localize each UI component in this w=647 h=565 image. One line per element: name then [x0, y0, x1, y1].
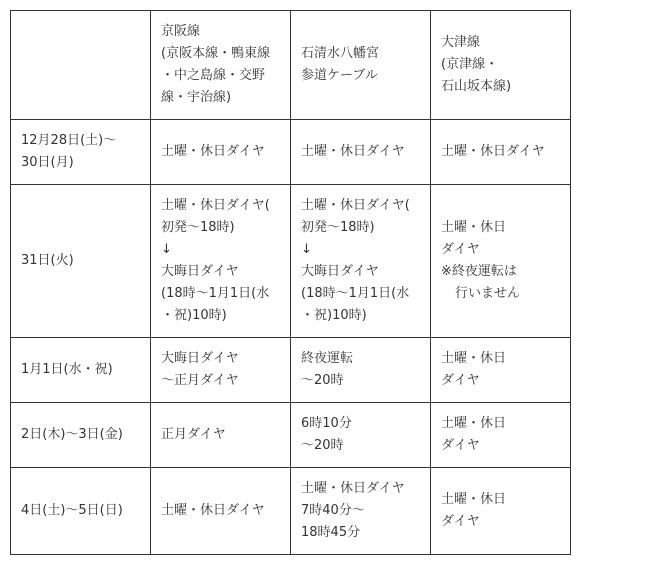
cable-schedule-cell: 終夜運転 〜20時 — [291, 338, 431, 403]
date-cell: 4日(土)〜5日(日) — [11, 468, 151, 555]
date-cell: 31日(火) — [11, 185, 151, 338]
otsu-schedule-cell: 土曜・休日 ダイヤ — [431, 468, 571, 555]
otsu-schedule-cell: 土曜・休日 ダイヤ ※終夜運転は 行いません — [431, 185, 571, 338]
table-row — [11, 338, 571, 403]
holiday-schedule-table — [10, 10, 571, 555]
date-cell: 2日(木)〜3日(金) — [11, 403, 151, 468]
keihan-schedule-cell: 正月ダイヤ — [151, 403, 291, 468]
note-text: 行いません — [455, 286, 521, 301]
otsu-schedule-cell: 土曜・休日 ダイヤ — [431, 338, 571, 403]
cable-schedule-cell: 土曜・休日ダイヤ 7時40分〜 18時45分 — [291, 468, 431, 555]
header-otsu-line: 大津線 (京津線・ 石山坂本線) — [431, 11, 571, 120]
keihan-schedule-cell: 土曜・休日ダイヤ — [151, 120, 291, 185]
table-row — [11, 185, 571, 338]
table-row — [11, 403, 571, 468]
cable-schedule-cell: 土曜・休日ダイヤ — [291, 120, 431, 185]
header-cable-line: 石清水八幡宮 参道ケーブル — [291, 11, 431, 120]
header-corner-cell — [11, 11, 151, 120]
cable-schedule-cell: 6時10分 〜20時 — [291, 403, 431, 468]
date-cell: 12月28日(土)〜 30日(月) — [11, 120, 151, 185]
cable-schedule-cell: 土曜・休日ダイヤ( 初発〜18時) ↓ 大晦日ダイヤ (18時〜1月1日(水 ・祝)10時) — [291, 185, 431, 338]
table-row — [11, 468, 571, 555]
otsu-schedule-cell: 土曜・休日ダイヤ — [431, 120, 571, 185]
header-keihan-line: 京阪線 (京阪本線・鴨東線 ・中之島線・交野 線・宇治線) — [151, 11, 291, 120]
date-cell: 1月1日(水・祝) — [11, 338, 151, 403]
note-text: ※終夜運転は — [441, 264, 517, 279]
otsu-schedule-cell: 土曜・休日 ダイヤ — [431, 403, 571, 468]
down-arrow-icon: ↓ — [301, 242, 312, 257]
table-header-row — [11, 11, 571, 120]
down-arrow-icon: ↓ — [161, 242, 172, 257]
keihan-schedule-cell: 土曜・休日ダイヤ — [151, 468, 291, 555]
keihan-schedule-cell: 土曜・休日ダイヤ( 初発〜18時) ↓ 大晦日ダイヤ (18時〜1月1日(水 ・祝)10時) — [151, 185, 291, 338]
keihan-schedule-cell: 大晦日ダイヤ 〜正月ダイヤ — [151, 338, 291, 403]
table-row — [11, 120, 571, 185]
